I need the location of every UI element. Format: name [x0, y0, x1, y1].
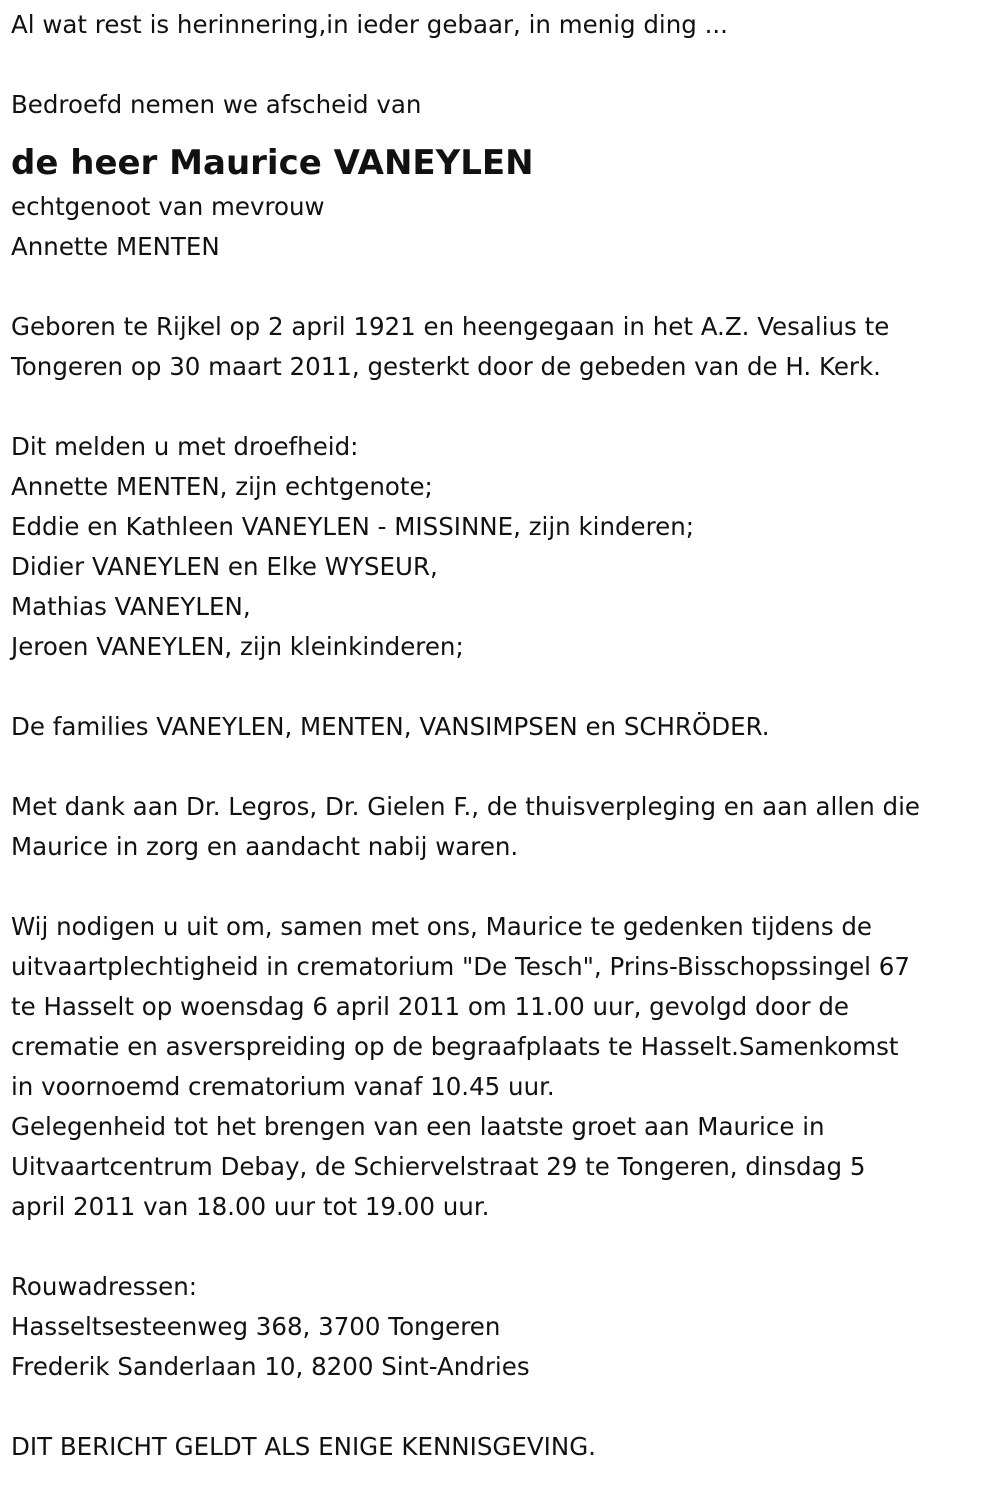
intro-text: Bedroefd nemen we afscheid van	[11, 90, 422, 119]
address-line: Frederik Sanderlaan 10, 8200 Sint-Andries	[11, 1352, 530, 1381]
spacer	[11, 45, 1000, 85]
ceremony-line: april 2011 van 18.00 uur tot 19.00 uur.	[11, 1192, 490, 1221]
spouse-line: echtgenoot van mevrouw	[11, 192, 325, 221]
family-line: Didier VANEYLEN en Elke WYSEUR,	[11, 552, 438, 581]
ceremony-line: te Hasselt op woensdag 6 april 2011 om 11.00 uur, gevolgd door de	[11, 992, 849, 1021]
address-line: Hasseltsesteenweg 368, 3700 Tongeren	[11, 1312, 501, 1341]
address-line: Rouwadressen:	[11, 1272, 198, 1301]
ceremony-line: in voornoemd crematorium vanaf 10.45 uur.	[11, 1072, 555, 1101]
birth-death-line: Geboren te Rijkel op 2 april 1921 en heengegaan in het A.Z. Vesalius te	[11, 312, 890, 341]
obituary-notice	[0, 5, 1000, 1509]
spacer	[11, 867, 1000, 907]
family-line: Eddie en Kathleen VANEYLEN - MISSINNE, zijn kinderen;	[11, 512, 695, 541]
thanks-line: Maurice in zorg en aandacht nabij waren.	[11, 832, 519, 861]
spacer	[11, 667, 1000, 707]
closing-line: DIT BERICHT GELDT ALS ENIGE KENNISGEVING.	[11, 1432, 596, 1461]
thanks-line: Met dank aan Dr. Legros, Dr. Gielen F., de thuisverpleging en aan allen die	[11, 792, 920, 821]
spacer	[11, 747, 1000, 787]
spacer	[11, 387, 1000, 427]
families-line: De families VANEYLEN, MENTEN, VANSIMPSEN en SCHRÖDER.	[11, 712, 770, 741]
spacer	[11, 1387, 1000, 1427]
family-line: Mathias VANEYLEN,	[11, 592, 251, 621]
family-line: Dit melden u met droefheid:	[11, 432, 359, 461]
ceremony-line: Gelegenheid tot het brengen van een laatste groet aan Maurice in	[11, 1112, 825, 1141]
spacer	[11, 1227, 1000, 1267]
family-line: Annette MENTEN, zijn echtgenote;	[11, 472, 433, 501]
ceremony-line: crematie en asverspreiding op de begraafplaats te Hasselt.Samenkomst	[11, 1032, 899, 1061]
birth-death-line: Tongeren op 30 maart 2011, gesterkt door de gebeden van de H. Kerk.	[11, 352, 881, 381]
ceremony-line: Wij nodigen u uit om, samen met ons, Maurice te gedenken tijdens de	[11, 912, 872, 941]
ceremony-line: Uitvaartcentrum Debay, de Schiervelstraat 29 te Tongeren, dinsdag 5	[11, 1152, 866, 1181]
spouse-line: Annette MENTEN	[11, 232, 220, 261]
deceased-name: de heer Maurice VANEYLEN	[11, 143, 534, 183]
motto: Al wat rest is herinnering,in ieder gebaar, in menig ding ...	[11, 10, 728, 39]
family-line: Jeroen VANEYLEN, zijn kleinkinderen;	[11, 632, 464, 661]
ceremony-line: uitvaartplechtigheid in crematorium "De Tesch", Prins-Bisschopssingel 67	[11, 952, 910, 981]
spacer	[11, 267, 1000, 307]
